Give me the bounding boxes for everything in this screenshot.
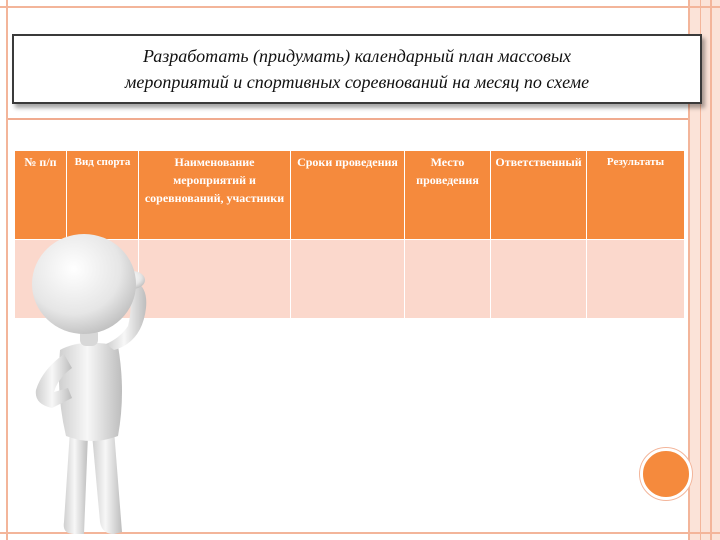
table-cell[interactable] — [291, 240, 405, 319]
title-line-1: Разработать (придумать) календарный план массовых — [142, 46, 572, 66]
header-place: Место проведения — [405, 151, 491, 240]
table-cell[interactable] — [491, 240, 587, 319]
thinking-person-icon — [22, 222, 162, 540]
decor-left-line — [6, 0, 8, 540]
header-sport-type: Вид спорта — [67, 151, 139, 240]
title-box — [12, 34, 702, 104]
table-cell[interactable] — [405, 240, 491, 319]
header-dates: Сроки проведения — [291, 151, 405, 240]
header-number: № п/п — [15, 151, 67, 240]
decor-top-line — [0, 6, 720, 8]
header-responsible: Ответственный — [491, 151, 587, 240]
header-results: Результаты — [587, 151, 685, 240]
section-divider — [8, 118, 688, 120]
decor-right-line — [710, 0, 712, 540]
header-event-name: Наименование мероприятий и соревнований, участники — [139, 151, 291, 240]
title-line-2: мероприятий и спортивных соревнований на месяц по схеме — [124, 72, 590, 92]
slide-title — [115, 43, 599, 95]
decor-orange-circle — [640, 448, 692, 500]
table-cell[interactable] — [587, 240, 685, 319]
